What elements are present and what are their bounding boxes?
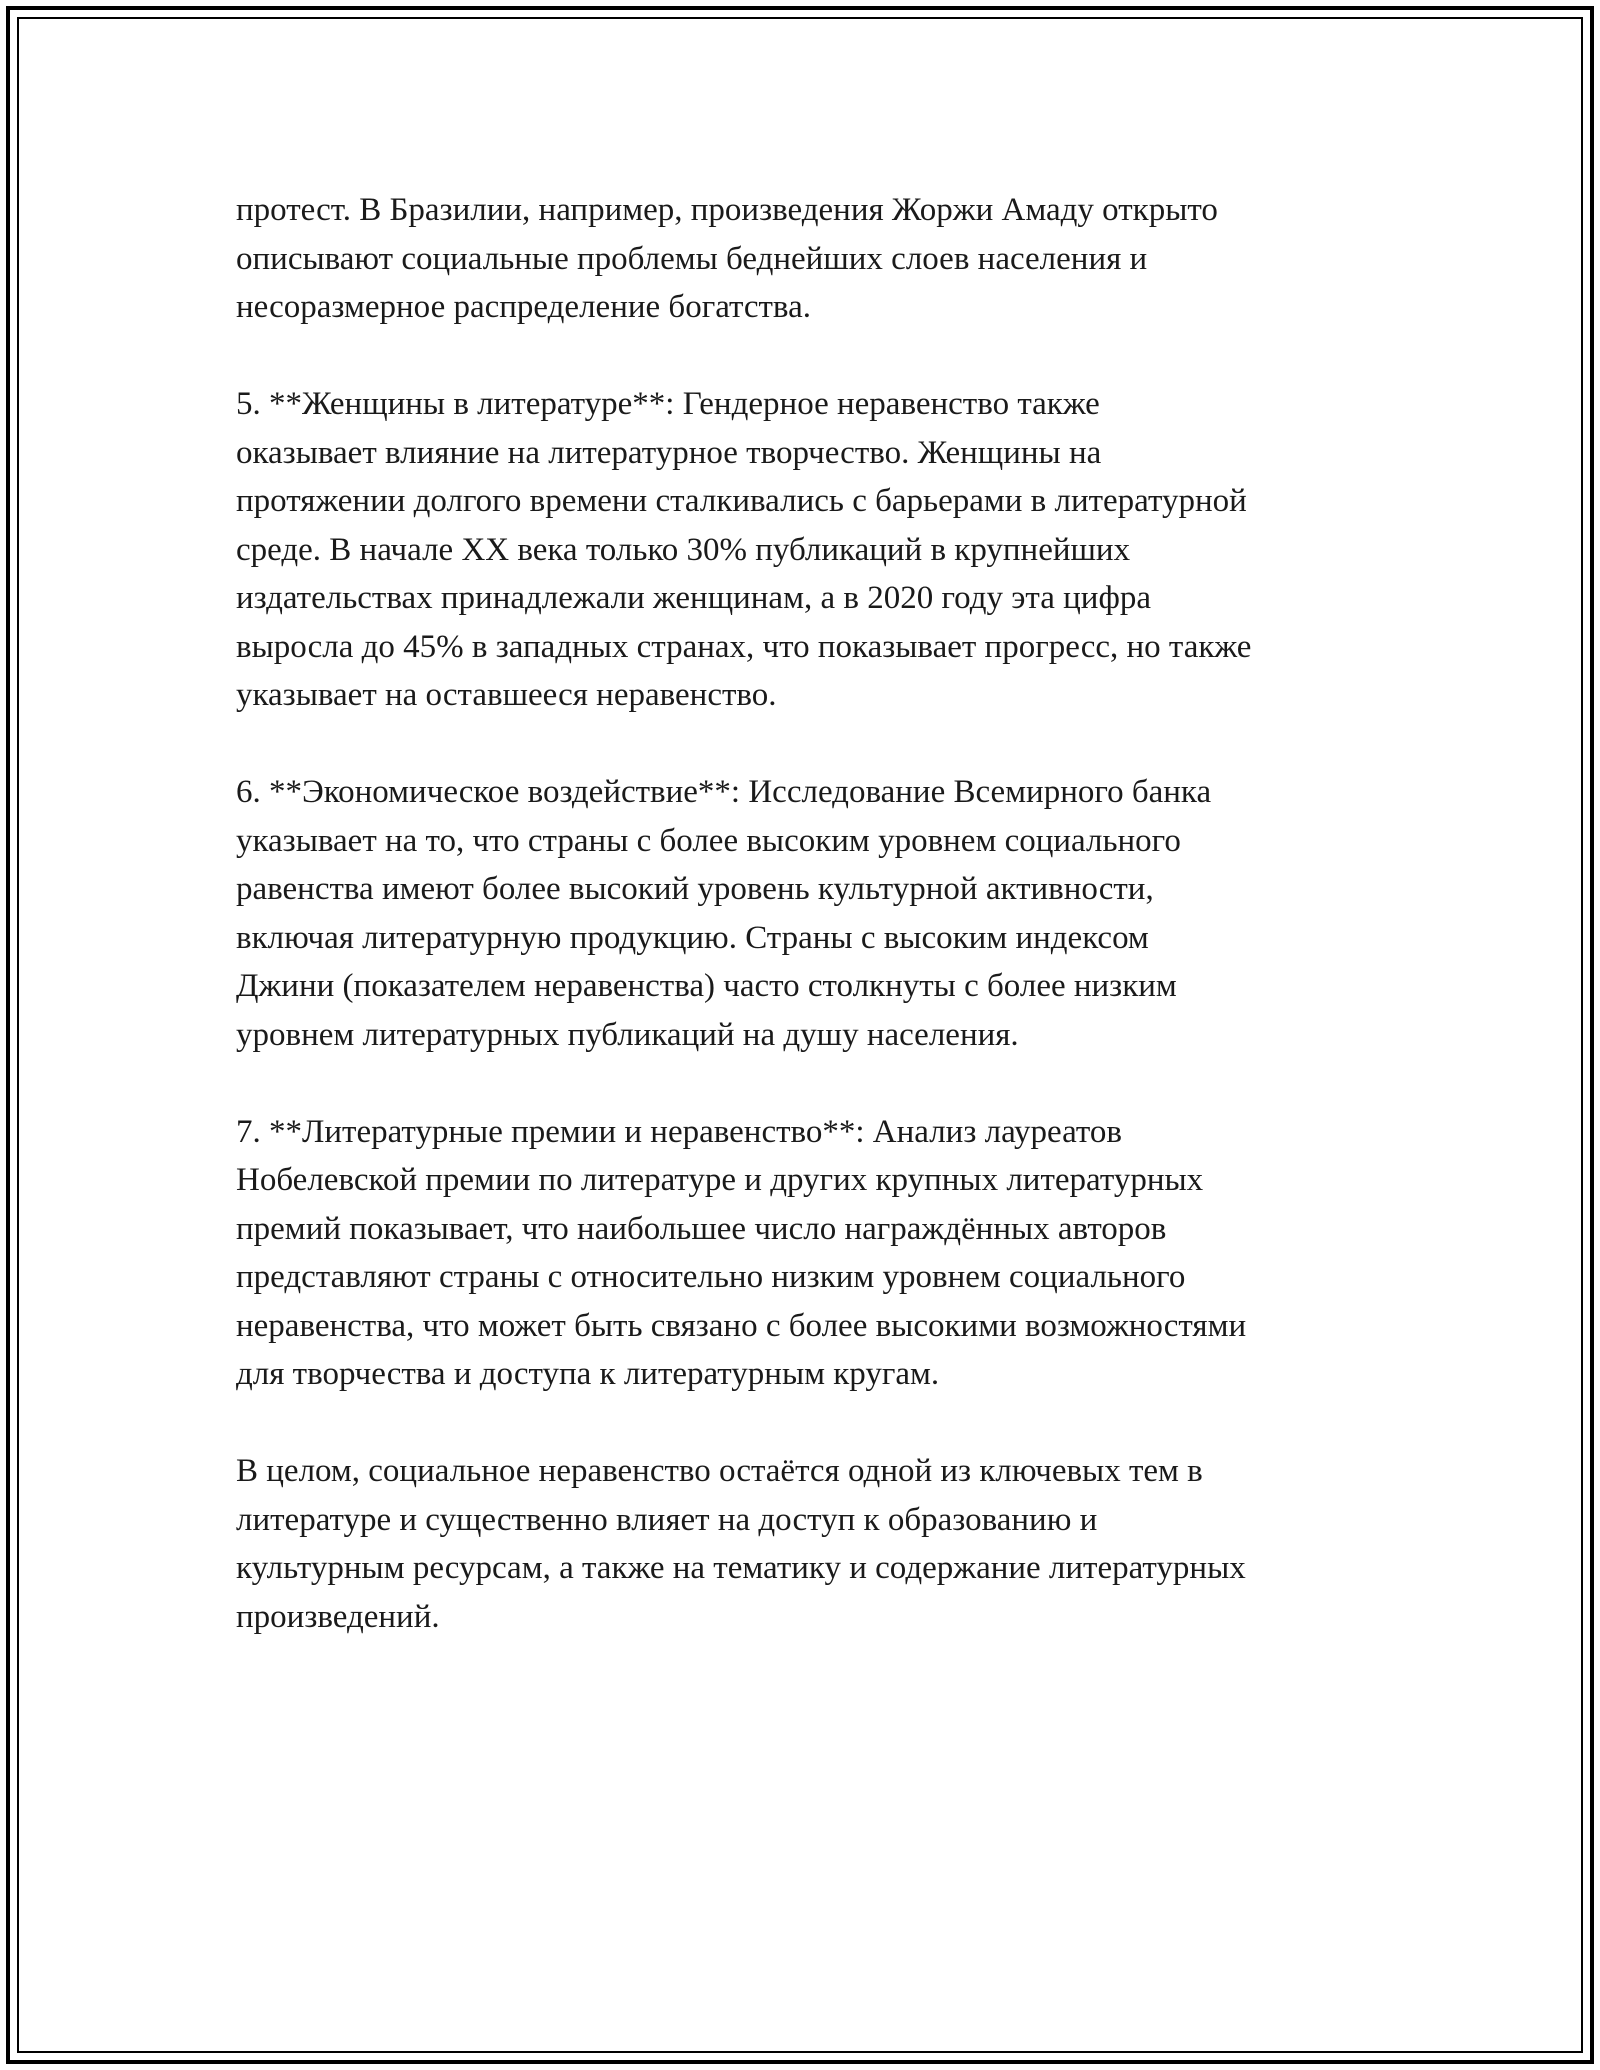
paragraph-literary-prizes: 7. **Литературные премии и неравенство**: Анализ лауреатов Нобелевской премии по литературе и других крупных литературных премий показывает, что наибольшее число награждённых авторов представляют страны с относительно низким уровнем социального неравенства, что может быть связано с более высокими возможностями для творчества и доступа к литературным кругам. [236, 1113, 1247, 1392]
paragraph-conclusion: В целом, социальное неравенство остаётся одной из ключевых тем в литературе и существенно влияет на доступ к образованию и культурным ресурсам, а также на тематику и содержание литературных произведений. [236, 1453, 1246, 1635]
paragraph-women-in-literature: 5. **Женщины в литературе**: Гендерное неравенство также оказывает влияние на литературное творчество. Женщины на протяжении долгого времени сталкивались с барьерами в литературной среде. В начале XX века только 30% публикаций в крупнейших издательствах принадлежали женщинам, а в 2020 году эта цифра выросла до 45% в западных странах, что показывает прогресс, но также указывает на оставшееся неравенство. [236, 386, 1252, 713]
document-body [236, 186, 1396, 1690]
paragraph-economic-impact: 6. **Экономическое воздействие**: Исследование Всемирного банка указывает на то, что страны с более высоким уровнем социального равенства имеют более высокий уровень культурной активности, включая литературную продукцию. Страны с высоким индексом Джини (показателем неравенства) часто столкнуты с более низким уровнем литературных публикаций на душу населения. [236, 774, 1212, 1053]
paragraph-intro-continuation: протест. В Бразилии, например, произведения Жоржи Амаду открыто описывают социальные проблемы беднейших слоев населения и несоразмерное распределение богатства. [236, 192, 1218, 325]
